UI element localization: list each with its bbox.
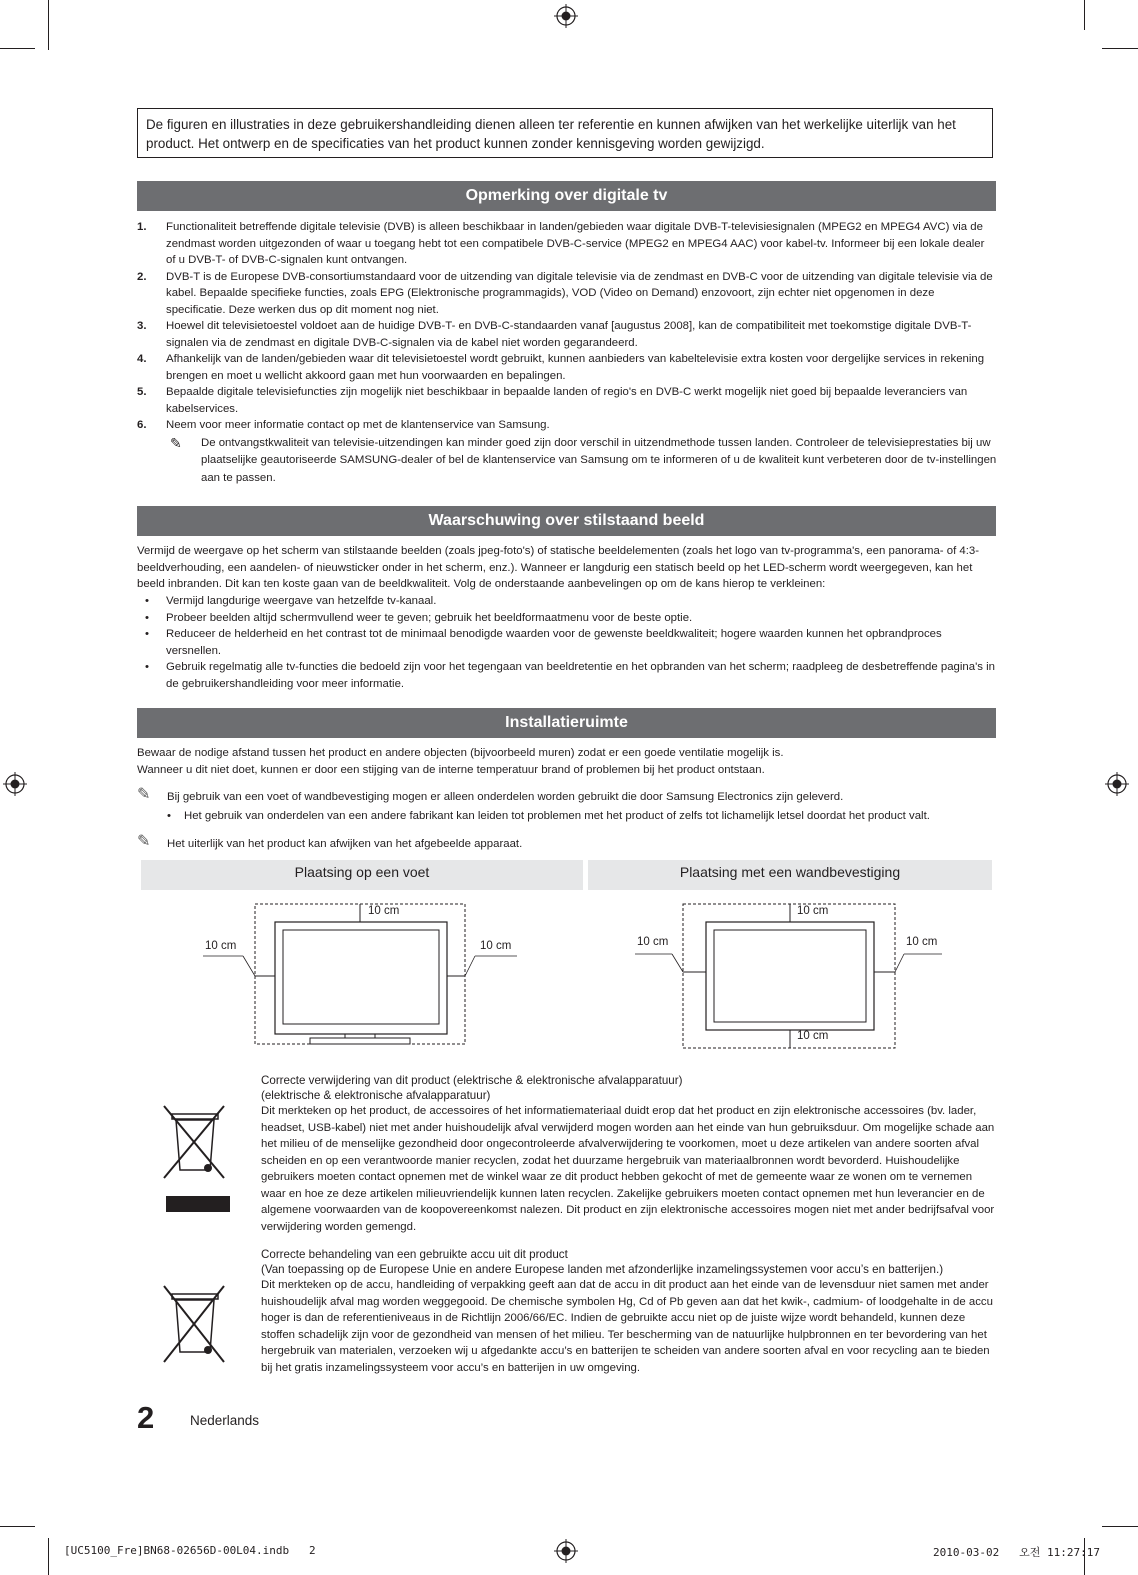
weee-subtitle: (elektrische & elektronische afvalapparatuur) [261, 1089, 491, 1102]
list-item-number: 6. [137, 419, 147, 431]
distance-label-top: 10 cm [368, 905, 400, 917]
distance-label-bottom: 10 cm [797, 1030, 829, 1042]
list-item [137, 269, 997, 319]
note-text: De ontvangstkwaliteit van televisie-uitzendingen kan minder goed zijn door verschil in uitzendmethode tussen landen. Controleer de televisieprestaties bij uw plaatselijke geautoriseerde SAMSUNG-dealer of bel de klantenservice van Samsung om te informeren of u de kwaliteit kunt verbeteren door de tv-instellingen aan te passen. [201, 436, 997, 484]
page-number: 2 [137, 1400, 155, 1435]
crop-mark [48, 0, 49, 50]
crossed-bin-icon [156, 1098, 234, 1216]
weee-disposal-block [261, 1073, 996, 1235]
list-item-text: Bepaalde digitale televisiefuncties zijn mogelijk niet beschikbaar in bepaalde landen of regio's en DVB-C werkt mogelijk niet goed bij bepaalde leveranciers van kabelservices. [166, 386, 968, 415]
list-item-text: Reduceer de helderheid en het contrast tot de minimaal benodigde waarden voor de gewenste beeldkwaliteit; hogere waarden kunnen het opbrandproces versnellen. [166, 628, 942, 657]
registration-mark-icon [1105, 772, 1129, 796]
print-timestamp: 2010-03-02 오전 11:27:17 [933, 1546, 1100, 1559]
list-item [137, 351, 997, 384]
registration-mark-icon [554, 1539, 578, 1563]
list-item-number: 5. [137, 386, 147, 398]
list-item-number: 1. [137, 221, 147, 233]
bullet-icon: • [145, 628, 149, 640]
list-item-text: Afhankelijk van de landen/gebieden waar dit televisietoestel wordt gebruikt, kunnen aanbieders van kabeltelevisie extra kosten voor dergelijke services in rekening brengen en moet u wellicht akkoord gaan met hun voorwaarden en bepalingen. [166, 353, 985, 382]
language-label: Nederlands [190, 1413, 260, 1428]
list-item [137, 219, 997, 269]
list-item-number: 2. [137, 270, 147, 283]
installation-note-1-bullet [167, 808, 997, 825]
note-pencil-icon: ✎ [137, 833, 151, 850]
crop-mark [1102, 1526, 1138, 1527]
list-item-text: Hoewel dit televisietoestel voldoet aan de huidige DVB-T- en DVB-C-standaarden vanaf [augustus 2008], kan de compatibiliteit met toekomstige digitale DVB-T-signalen via de zendmast en digitale DVB-C-signalen via de kabel niet worden gegarandeerd. [166, 320, 972, 349]
list-item-number: 3. [137, 320, 147, 332]
stand-placement-header: Plaatsing op een voet [141, 860, 583, 890]
weee-body: Dit merkteken op het product, de accessoires of het informatiemateriaal duidt erop dat het product en zijn elektronische accessoires (bv. lader, headset, USB-kabel) niet met ander huishoudelijk afval verwijderd mogen worden aan het einde van hun gebruiksduur. Om mogelijke schade aan het milieu of de menselijke gezondheid door ongecontroleerde afvalverwijdering te voorkomen, moet u deze artikelen van andere soorten afval scheiden en op een verantwoorde manier recyclen, zodat het duurzame hergebruik van materiaalbronnen wordt bevorderd. Huishoudelijke gebruikers moeten contact opnemen met de winkel waar ze dit product hebben gekocht of met de gemeente waar ze wonen om te vernemen waar en hoe ze deze artikelen milieuvriendelijk kunnen laten recyclen. Zakelijke gebruikers moeten contact opnemen met hun leverancier en de algemene voorwaarden van de koopovereenkomst nalezen. Dit product en zijn elektronische accessoires mogen niet met ander bedrijfsafval voor verwijdering worden gemengd. [261, 1105, 995, 1233]
list-item [137, 659, 997, 692]
section-header-digital-tv: Opmerking over digitale tv [137, 181, 996, 211]
battery-title: Correcte behandeling van een gebruikte accu uit dit product [261, 1248, 568, 1261]
registration-mark-icon [3, 772, 27, 796]
still-image-intro: Vermijd de weergave op het scherm van stilstaande beelden (zoals jpeg-foto's) of statische beeldelementen (zoals het logo van tv-programma's, een panorama- of 4:3-beeldverhouding, een aandelen- of nieuwsticker onder in het scherm, enz.). Wanneer er langdurig een statisch beeld op het LED-scherm wordt weergegeven, kan het beeld inbranden. Dit kan ten koste gaan van de beeldkwaliteit. Volg de onderstaande aanbevelingen op om de kans hierop te verkleinen: [137, 545, 980, 590]
distance-label-left: 10 cm [637, 936, 669, 948]
section-header-installation-space: Installatieruimte [137, 708, 996, 738]
list-item [137, 626, 997, 659]
battery-subtitle: (Van toepassing op de Europese Unie en andere Europese landen met afzonderlijke inzamelingssystemen voor accu’s en batterijen.) [261, 1263, 944, 1276]
list-item-text: Vermijd langdurige weergave van hetzelfde tv-kanaal. [166, 595, 437, 607]
list-item [137, 318, 997, 351]
wall-mount-diagram [630, 898, 950, 1053]
bullet-icon: • [145, 595, 149, 607]
crop-mark [48, 1538, 49, 1575]
crop-mark [1084, 0, 1085, 30]
installation-note-2 [137, 833, 997, 852]
list-item-text: Neem voor meer informatie contact op met de klantenservice van Samsung. [166, 419, 550, 431]
list-item-text: Functionaliteit betreffende digitale televisie (DVB) is alleen beschikbaar in landen/gebieden waar digitale DVB-T-televisiesignalen (MPEG2 en MPEG4 AVC) via de zendmast worden uitgezonden of waar u toegang hebt tot een compatibele DVB-C-service (MPEG2 en MPEG4 AAC) voor kabel-tv. Informeer bij een lokale dealer of u DVB-T- of DVB-C-signalen kunt ontvangen. [166, 221, 985, 266]
battery-body: Dit merkteken op de accu, handleiding of verpakking geeft aan dat de accu in dit product aan het einde van de levensduur niet samen met ander huishoudelijk afval mag worden weggegooid. De chemische symbolen Hg, Cd of Pb geven aan dat het kwik-, cadmium- of loodgehalte in de accu hoger is dan de referentieniveaus in de Richtlijn 2006/66/EC. Indien de gebruikte accu niet op de juiste wijze wordt behandeld, kunnen deze stoffen schadelijk zijn voor de gezondheid van mensen of het milieu. Ter bescherming van de natuurlijke hulpbronnen en ter bevordering van het hergebruik van materialen, verzoeken wij u afgedankte accu’s en batterijen te scheiden van andere soorten afval en voor recycling aan te bieden bij het gratis inzamelingssysteem voor accu’s en batterijen in uw omgeving. [261, 1279, 993, 1374]
installation-intro-1: Bewaar de nodige afstand tussen het product en andere objecten (bijvoorbeeld muren) zodat er een goede ventilatie mogelijk is. [137, 747, 784, 759]
list-item-text: Gebruik regelmatig alle tv-functies die bedoeld zijn voor het tegengaan van beeldretentie en het opbranden van het scherm; raadpleeg de desbetreffende pagina's in de gebruikershandleiding voor meer informatie. [166, 661, 995, 690]
still-image-bullets [137, 593, 997, 692]
wall-mount-placement-header: Plaatsing met een wandbevestiging [588, 860, 992, 890]
note-pencil-icon: ✎ [170, 434, 182, 451]
crossed-bin-battery-icon [156, 1280, 234, 1370]
list-item [137, 384, 997, 417]
list-item-text: Probeer beelden altijd schermvullend weer te geven; gebruik het beeldformaatmenu voor de beste optie. [166, 611, 693, 624]
list-item [137, 610, 997, 627]
crop-mark [0, 48, 35, 49]
section-header-still-image: Waarschuwing over stilstaand beeld [137, 506, 996, 536]
bullet-icon: • [167, 810, 171, 822]
list-item [137, 593, 997, 610]
digital-tv-notes-list [137, 219, 997, 487]
note-text: Bij gebruik van een voet of wandbevestiging mogen er alleen onderdelen worden gebruikt die door Samsung Electronics zijn geleverd. [167, 791, 844, 803]
list-item-number: 4. [137, 353, 147, 365]
reception-note [166, 435, 997, 488]
print-file-info: [UC5100_Fre]BN68-02656D-00L04.indb 2 [64, 1544, 316, 1557]
distance-label-top: 10 cm [797, 905, 829, 917]
disclaimer-box: De figuren en illustraties in deze gebruikershandleiding dienen alleen ter referentie en kunnen afwijken van het werkelijke uiterlijk van het product. Het ontwerp en de specificaties van het product kunnen zonder kennisgeving worden gewijzigd. [137, 108, 993, 158]
registration-mark-icon [554, 4, 578, 28]
distance-label-right: 10 cm [906, 936, 938, 948]
note-bullet-text: Het gebruik van onderdelen van een andere fabrikant kan leiden tot problemen met het product of zelfs tot lichamelijk letsel doordat het product valt. [184, 810, 930, 822]
weee-title: Correcte verwijdering van dit product (elektrische & elektronische afvalapparatuur) [261, 1074, 683, 1087]
installation-intro-2: Wanneer u dit niet doet, kunnen er door een stijging van de interne temperatuur brand of problemen bij het product ontstaan. [137, 764, 765, 776]
note-pencil-icon: ✎ [137, 786, 151, 803]
distance-label-left: 10 cm [205, 940, 237, 952]
crop-mark [0, 1526, 35, 1527]
list-item [137, 417, 997, 434]
note-text: Het uiterlijk van het product kan afwijken van het afgebeelde apparaat. [167, 838, 523, 850]
battery-disposal-block [261, 1247, 996, 1376]
crop-mark [1102, 48, 1138, 49]
bullet-icon: • [145, 611, 149, 624]
bullet-icon: • [145, 661, 149, 673]
installation-note-1 [137, 786, 997, 805]
list-item-text: DVB-T is de Europese DVB-consortiumstandaard voor de uitzending van digitale televisie via de zendmast en DVB-C voor de uitzending van digitale televisie via de kabel. Bepaalde specifieke functies, zoals EPG (Elektronische programmagids), VOD (Video on Demand) enzovoort, zijn echter niet opgenomen in deze specificatie. Deze werken dus op dit moment nog niet. [166, 270, 993, 316]
stand-placement-diagram [195, 898, 525, 1050]
distance-label-right: 10 cm [480, 940, 512, 952]
